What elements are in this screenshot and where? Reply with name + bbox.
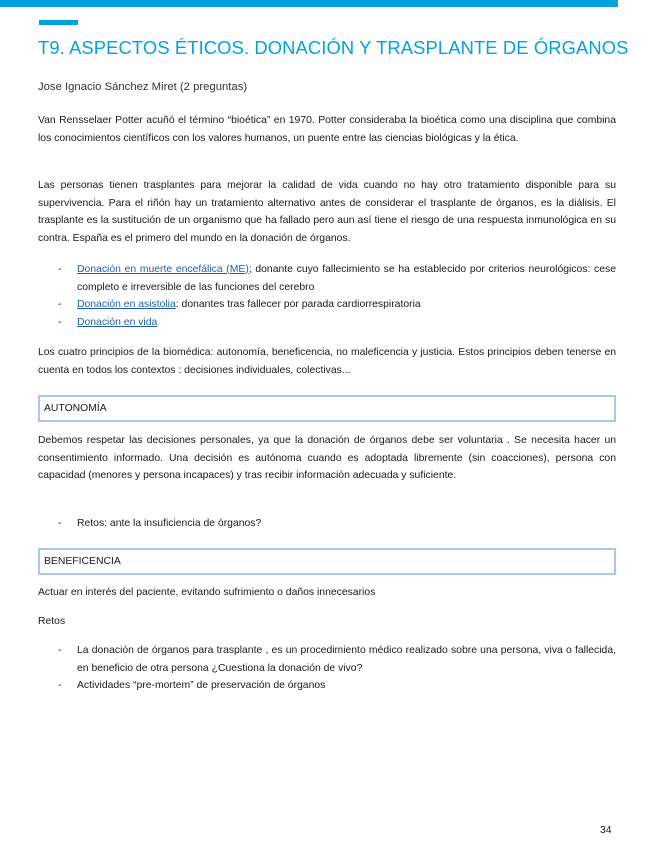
bullet-dash: -	[58, 299, 62, 311]
list-item-text: ; donante cuyo fallecimiento se ha establecido por criterios neurológicos: cese completo e irreversible de las funciones del cerebro	[77, 264, 616, 293]
list-item	[38, 642, 616, 677]
link-donacion-asistolia[interactable]: Donación en asistolia	[77, 299, 176, 311]
list-item	[38, 261, 616, 296]
bullet-dash: -	[58, 518, 62, 529]
list-item-text: Actividades “pre-mortem” de preservación de órganos	[77, 680, 326, 692]
section-heading-autonomia: AUTONOMÍA	[38, 395, 616, 422]
list-item	[38, 677, 616, 695]
list-item	[38, 515, 616, 533]
list-item	[38, 296, 616, 314]
link-donacion-muerte-encefalica[interactable]: Donación en muerte encefálica (ME)	[77, 264, 249, 275]
bullet-dash: -	[58, 264, 62, 275]
title-accent-dash	[39, 20, 78, 25]
section-heading-beneficencia: BENEFICENCIA	[38, 548, 616, 575]
bullet-dash: -	[58, 316, 62, 328]
page-number: 34	[600, 825, 612, 836]
beneficencia-bullets	[38, 642, 616, 695]
list-item-text: La donación de órganos para trasplante , es un procedimiento médico realizado sobre una persona, viva o fallecida, en beneficio de otra persona ¿Cuestiona la donación de vivo?	[77, 645, 616, 674]
beneficencia-paragraph: Actuar en interés del paciente, evitando sufrimiento o daños innecesarios	[38, 587, 376, 598]
list-item-text: Retos: ante la insuficiencia de órganos?	[77, 518, 262, 529]
autonomia-bullets	[38, 515, 616, 533]
principles-paragraph: Los cuatro principios de la biomédica: autonomía, beneficencia, no maleficencia y justicia. Estos principios deben tenerse en cuenta en todos los contextos : decisiones individuales, colectivas...	[38, 347, 616, 376]
list-item	[38, 314, 616, 332]
list-item-text: : donantes tras fallecer por parada cardiorrespiratoria	[175, 299, 421, 311]
intro-paragraph-bioetica: Van Rensselaer Potter acuñó el término “bioética” en 1970. Potter consideraba la bioética como una disciplina que combina los conocimientos científicos con los valores humanos, un puente entre las ciencias biológicas y la ética.	[38, 115, 616, 144]
intro-paragraph-trasplantes: Las personas tienen trasplantes para mejorar la calidad de vida cuando no hay otro tratamiento disponible para su supervivencia. Para el riñón hay un tratamiento alternativo antes de considerar el trasplante de órganos, es la diálisis. El trasplante es la sustitución de un organismo que ha fallado pero aun así tiene el riesgo de una respuesta inmunológica en su contra. España es el primero del mundo en la donación de órganos.	[38, 180, 616, 244]
retos-label: Retos	[38, 616, 66, 627]
donation-types-list	[38, 261, 616, 331]
author-line: Jose Ignacio Sánchez Miret (2 preguntas)	[38, 81, 248, 93]
link-donacion-en-vida[interactable]: Donación en vida	[77, 316, 158, 328]
bullet-dash: -	[58, 680, 62, 692]
page-title: T9. ASPECTOS ÉTICOS. DONACIÓN Y TRASPLANTE DE ÓRGANOS	[38, 37, 629, 58]
top-accent-bar	[0, 0, 618, 7]
autonomia-paragraph: Debemos respetar las decisiones personales, ya que la donación de órganos debe ser voluntaria . Se necesita hacer un consentimiento informado. Una decisión es autónoma cuando es adoptada libremente (sin coacciones), persona con capacidad (menores y persona incapaces) y tras recibir información adecuada y suficiente.	[38, 435, 616, 482]
bullet-dash: -	[58, 645, 62, 656]
